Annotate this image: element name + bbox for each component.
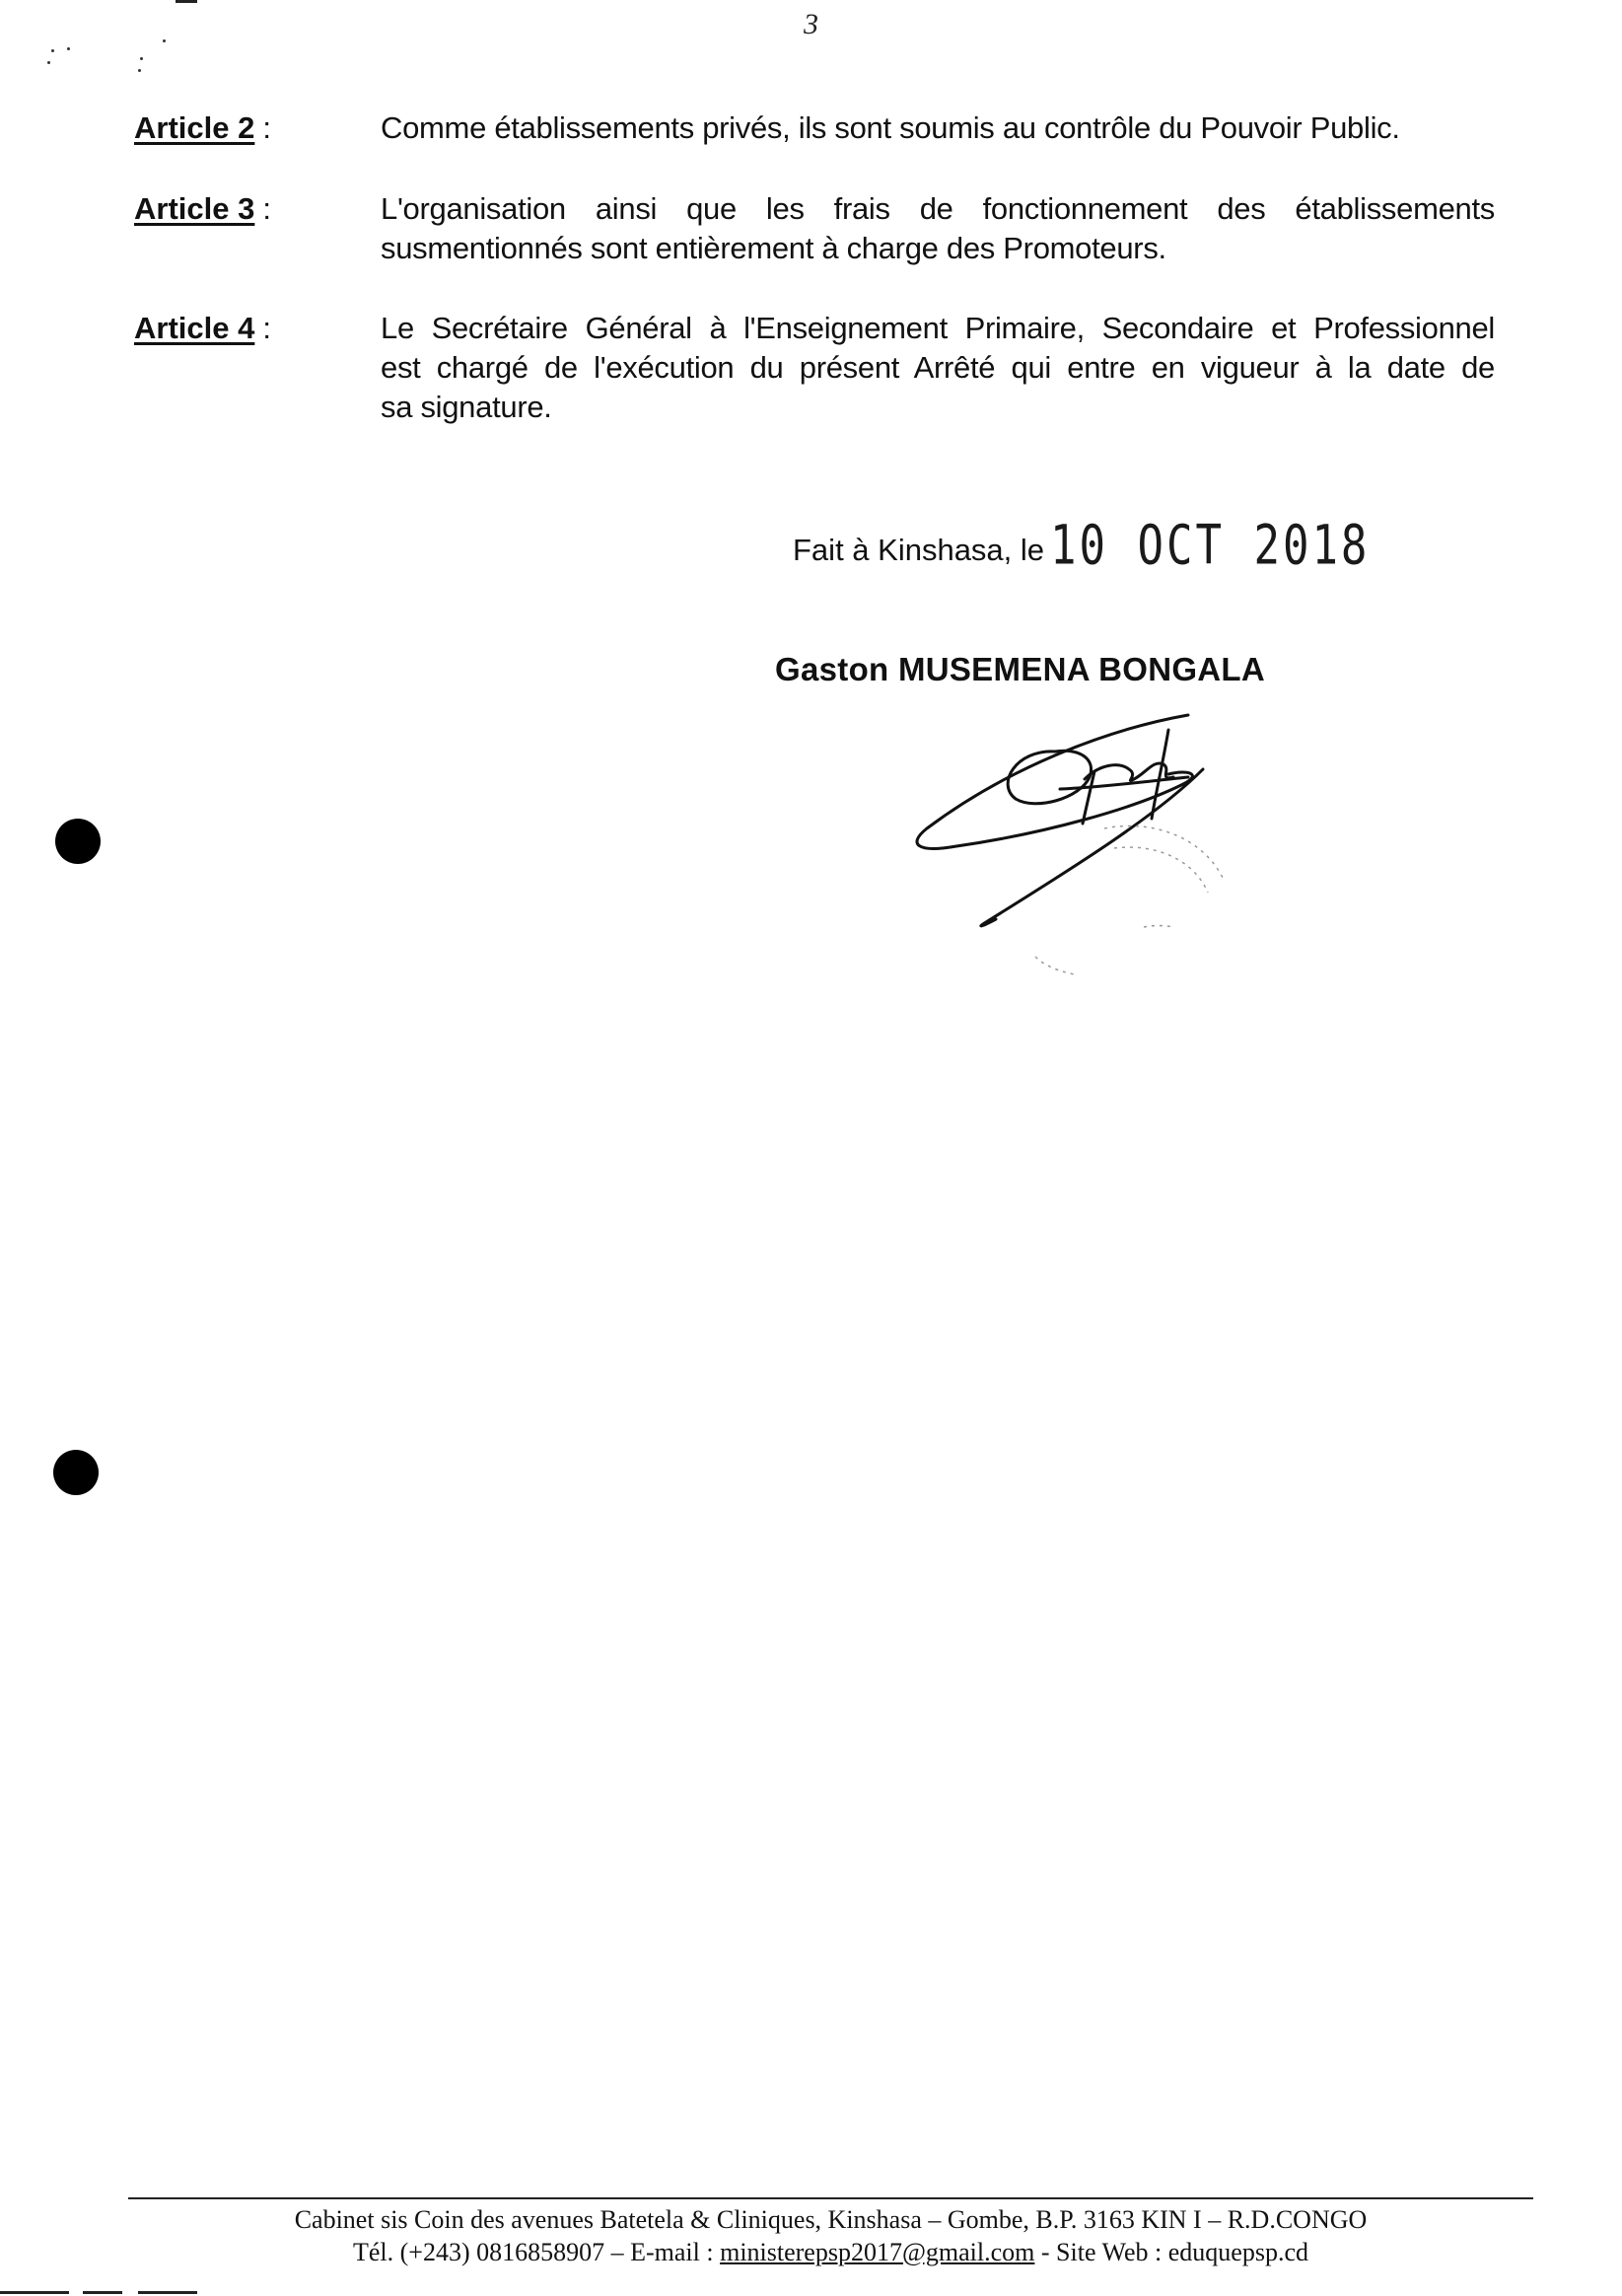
article-line: est chargé de l'exécution du présent Arrêté qui entre en vigueur à la date de: [381, 350, 1495, 385]
scan-mark-bottom: [83, 2291, 122, 2294]
article-4: [134, 309, 1495, 427]
place-date: [793, 514, 1371, 578]
article-colon: :: [262, 311, 271, 345]
article-label-text: Article 3: [134, 191, 255, 226]
scan-dot: [51, 49, 54, 52]
punch-hole-lower: [53, 1450, 99, 1495]
scan-dot: [138, 69, 141, 72]
article-body: [381, 108, 1495, 148]
scan-mark-top: [176, 0, 197, 3]
article-colon: :: [262, 191, 271, 226]
scan-dot: [67, 47, 70, 50]
article-line: Le Secrétaire Général à l'Enseignement Primaire, Secondaire et Professionnel: [381, 311, 1495, 345]
article-line: Comme établissements privés, ils sont soumis au contrôle du Pouvoir Public.: [381, 110, 1400, 145]
footer-contact: [128, 2236, 1533, 2268]
page-number: 3: [804, 8, 818, 40]
article-colon: :: [262, 110, 271, 145]
article-label: [134, 108, 381, 148]
article-3: [134, 189, 1495, 268]
handwritten-signature-icon: [887, 690, 1302, 991]
scan-mark-bottom: [138, 2291, 197, 2294]
punch-hole-upper: [55, 819, 101, 864]
footer: [128, 2203, 1533, 2268]
footer-rule: [128, 2197, 1533, 2199]
article-line: sa signature.: [381, 390, 552, 424]
signatory-name: Gaston MUSEMENA BONGALA: [775, 651, 1266, 687]
article-label: [134, 309, 381, 427]
scan-dot: [140, 57, 143, 60]
article-line: susmentionnés sont entièrement à charge des Promoteurs.: [381, 231, 1166, 265]
article-body: [381, 309, 1495, 427]
article-label-text: Article 2: [134, 110, 255, 145]
footer-address: Cabinet sis Coin des avenues Batetela & Cliniques, Kinshasa – Gombe, B.P. 3163 KIN I – R.D.CONGO: [294, 2205, 1368, 2234]
article-body: [381, 189, 1495, 268]
scan-mark-bottom: [0, 2291, 69, 2294]
footer-website: - Site Web : eduquepsp.cd: [1034, 2238, 1308, 2266]
scan-dot: [163, 39, 166, 42]
article-line: L'organisation ainsi que les frais de fonctionnement des établissements: [381, 191, 1495, 226]
footer-tel: Tél. (+243) 0816858907 – E-mail :: [352, 2238, 721, 2266]
article-2: [134, 108, 1495, 148]
place-text: Fait à Kinshasa, le: [793, 533, 1045, 567]
footer-email-link[interactable]: ministerepsp2017@gmail.com: [720, 2238, 1035, 2266]
scan-dot: [47, 61, 50, 64]
date-stamp: 10 OCT 2018: [1050, 514, 1371, 578]
article-label-text: Article 4: [134, 311, 255, 345]
article-label: [134, 189, 381, 268]
